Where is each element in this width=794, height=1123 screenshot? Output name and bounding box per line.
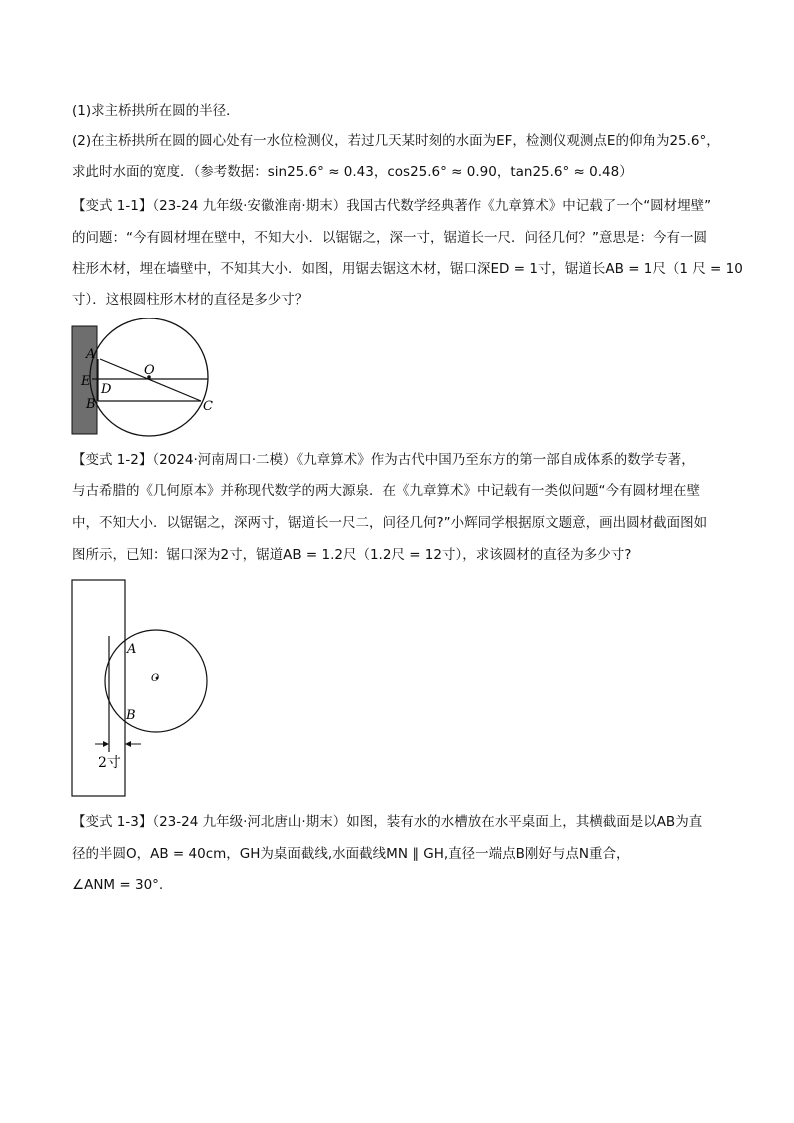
variant-1-3-line-2: 径的半圆O，AB = 40cm，GH为桌面截线,水面截线MN ∥ GH,直径一端点B刚好与点N重合， <box>72 846 630 862</box>
question-part-1: (1)求主桥拱所在圆的半径． <box>72 103 240 119</box>
variant-1-1-line-3: 柱形木材，埋在墙壁中，不知其大小．如图，用锯去锯这木材，锯口深ED = 1寸，锯道长AB = 1尺（1 尺 = 10 <box>72 261 743 277</box>
variant-1-1-line-2: 的问题：“今有圆材埋在壁中，不知大小．以锯锯之，深一寸，锯道长一尺．问径几何？”意思是：今有一圆 <box>72 230 707 246</box>
label-O: O <box>151 673 160 684</box>
label-B: B <box>126 708 136 723</box>
label-D: D <box>101 382 112 397</box>
label-O: O <box>144 363 155 378</box>
variant-1-1-line-1: 【变式 1-1】（23-24 九年级·安徽淮南·期末）我国古代数学经典著作《九章算术》中记载了一个“圆材埋壁” <box>72 198 712 214</box>
variant-1-1-line-4: 寸）．这根圆柱形木材的直径是多少寸？ <box>72 292 309 308</box>
label-B: B <box>86 397 96 412</box>
variant-1-2-line-3: 中，不知大小．以锯锯之，深两寸，锯道长一尺二，问径几何?”小辉同学根据原文题意，画出圆材截面图如 <box>72 515 708 531</box>
figure-circle-wall-with-dimension <box>60 572 220 802</box>
dimension-arrowhead-right <box>125 741 131 747</box>
variant-1-3-line-1: 【变式 1-3】（23-24 九年级·河北唐山·期末）如图，装有水的水槽放在水平桌面上，其横截面是以AB为直 <box>72 814 703 830</box>
label-A: A <box>127 642 137 657</box>
figure-circle-in-wall <box>60 318 230 442</box>
label-E: E <box>81 374 91 389</box>
variant-1-2-line-1: 【变式 1-2】（2024·河南周口·二模）《九章算术》作为古代中国乃至东方的第一部自成体系的数学专著， <box>72 452 695 468</box>
question-part-2-line-2: 求此时水面的宽度．（参考数据：sin25.6° ≈ 0.43，cos25.6° ≈ 0.90，tan25.6° ≈ 0.48） <box>72 164 633 180</box>
variant-1-2-line-2: 与古希腊的《几何原本》并称现代数学的两大源泉．在《九章算术》中记载有一类似问题“今有圆材埋在壁 <box>72 483 700 499</box>
question-part-2-line-1: (2)在主桥拱所在圆的圆心处有一水位检测仪，若过几天某时刻的水面为EF，检测仪观测点E的仰角为25.6°， <box>72 133 720 149</box>
dimension-arrowhead-left <box>103 741 109 747</box>
label-A: A <box>86 347 96 362</box>
variant-1-2-line-4: 图所示，已知：锯口深为2寸，锯道AB = 1.2尺（1.2尺 = 12寸），求该圆材的直径为多少寸? <box>72 547 632 563</box>
dimension-label: 2寸 <box>98 755 121 771</box>
variant-1-3-line-3: ∠ANM = 30°. <box>72 877 164 893</box>
label-C: C <box>203 399 213 414</box>
